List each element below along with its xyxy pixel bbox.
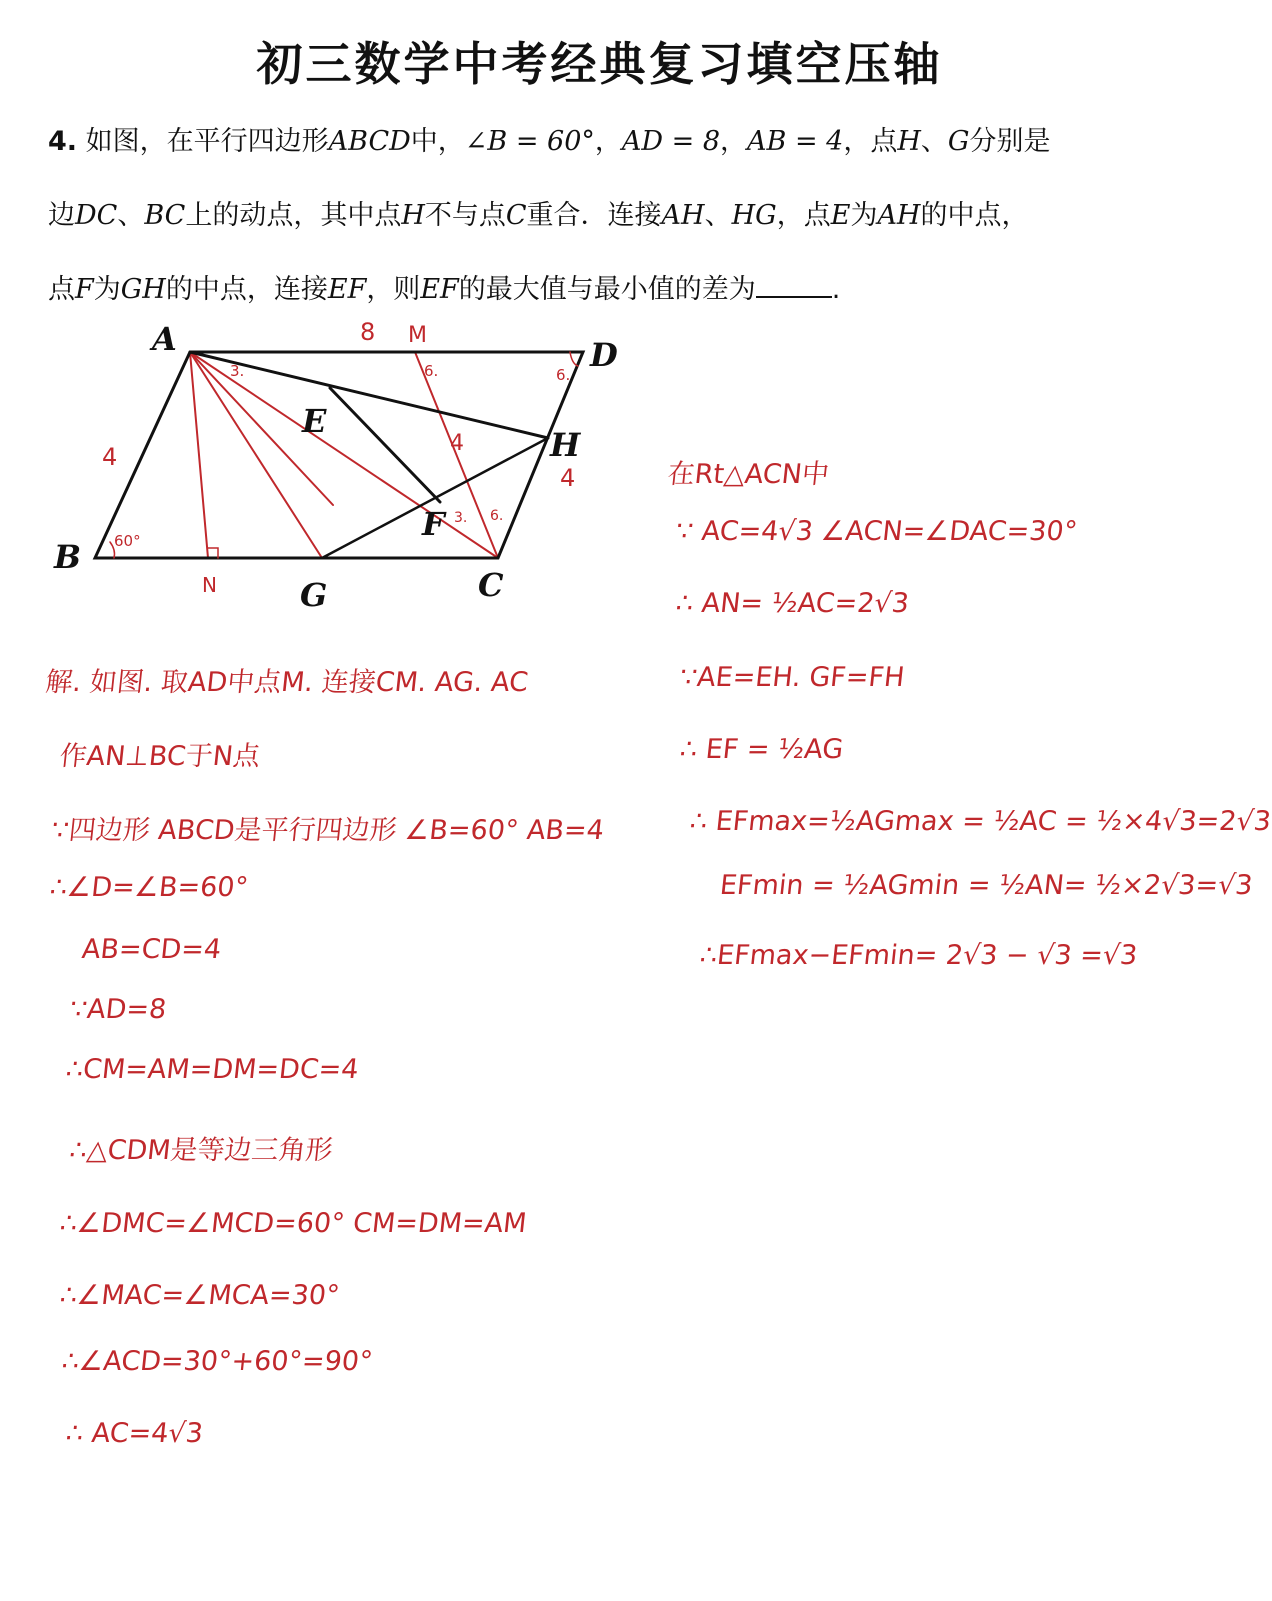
text: ，则 <box>366 274 421 305</box>
angle-d-label: 6. <box>556 366 571 384</box>
text: 的最大值与最小值的差为 <box>458 274 756 305</box>
text: ， <box>720 126 748 157</box>
text: 的中点，连接 <box>165 274 328 305</box>
math: ∠B = 60° <box>464 126 595 157</box>
solution-right-line: ∴ AN= ½AC=2√3 <box>674 588 911 619</box>
problem-number: 4. <box>48 126 78 157</box>
solution-left-line: ∴CM=AM=DM=DC=4 <box>64 1054 361 1085</box>
angle-b-label: 60° <box>114 532 141 550</box>
math: E <box>830 200 851 231</box>
angle-c2-label: 6. <box>490 508 504 524</box>
text: . <box>831 274 841 305</box>
math: ABCD <box>328 126 411 157</box>
label-f: F <box>422 505 445 543</box>
ad-length-label: 8 <box>360 318 376 346</box>
label-n: N <box>202 573 217 597</box>
text: 、 <box>920 126 948 157</box>
label-e: E <box>302 402 327 440</box>
geometry-figure <box>40 310 660 620</box>
text: 边 <box>48 200 75 231</box>
solution-left-line: ∴∠D=∠B=60° <box>48 872 250 903</box>
solution-left-line: AB=CD=4 <box>80 934 223 965</box>
solution-left-line: ∵AD=8 <box>68 994 168 1025</box>
solution-left-line: 解. 如图. 取AD中点M. 连接CM. AG. AC <box>44 667 530 698</box>
solution-right-line: ∴ EF = ½AG <box>678 734 845 765</box>
problem-statement <box>48 105 1158 327</box>
text: 、 <box>117 200 145 231</box>
problem-line-2 <box>48 179 1158 253</box>
solution-right-line: ∴EFmax−EFmin= 2√3 − √3 =√3 <box>698 940 1139 971</box>
math: H <box>897 126 921 157</box>
text: 中， <box>410 126 465 157</box>
label-h: H <box>550 426 581 464</box>
math: AH <box>877 200 921 231</box>
solution-left-line: ∴∠DMC=∠MCD=60° CM=DM=AM <box>58 1208 529 1239</box>
text: 重合．连接 <box>526 200 662 231</box>
text: 上的动点，其中点 <box>185 200 402 231</box>
solution-left-line: ∴∠ACD=30°+60°=90° <box>60 1346 375 1377</box>
math: G <box>947 126 970 157</box>
text: 分别是 <box>969 126 1051 157</box>
mc-length-label: 4 <box>450 431 464 456</box>
math: AB = 4 <box>747 126 844 157</box>
math: H <box>401 200 425 231</box>
solution-left-line: 作AN⊥BC于N点 <box>58 741 262 772</box>
text: ， <box>594 126 622 157</box>
text: 为 <box>850 200 878 231</box>
solution-right-line: ∵AE=EH. GF=FH <box>678 662 906 693</box>
dc-length-label: 4 <box>560 464 576 492</box>
text: 的中点， <box>920 200 1029 231</box>
angle-m-label: 6. <box>424 362 439 380</box>
math: F <box>75 274 94 305</box>
text: ，点 <box>776 200 831 231</box>
line-ag <box>190 352 322 558</box>
label-g: G <box>300 576 328 614</box>
label-m: M <box>408 323 427 348</box>
solution-left-line: ∵四边形 ABCD是平行四边形 ∠B=60° AB=4 <box>50 815 606 846</box>
solution-right-line: ∵ AC=4√3 ∠ACN=∠DAC=30° <box>674 516 1079 547</box>
page-title: 初三数学中考经典复习填空压轴 <box>256 37 943 91</box>
text: 不与点 <box>424 200 506 231</box>
solution-right-line: 在Rt△ACN中 <box>666 459 831 490</box>
solution-right-line: ∴ EFmax=½AGmax = ½AC = ½×4√3=2√3 <box>688 806 1272 837</box>
solution-left-line: ∴∠MAC=∠MCA=30° <box>58 1280 342 1311</box>
label-c: C <box>478 566 504 604</box>
solution-left-line: ∴△CDM是等边三角形 <box>68 1135 335 1166</box>
label-d: D <box>590 336 618 374</box>
ab-length-label: 4 <box>102 443 118 471</box>
label-a: A <box>152 320 177 358</box>
math: AD = 8 <box>621 126 721 157</box>
math: DC <box>75 200 118 231</box>
line-an <box>190 352 208 558</box>
math: EF <box>327 274 367 305</box>
math: AH <box>661 200 705 231</box>
math: BC <box>144 200 186 231</box>
text: 为 <box>93 274 121 305</box>
label-b: B <box>54 538 82 576</box>
text: 点 <box>48 274 75 305</box>
problem-line-1 <box>48 105 1158 179</box>
parallelogram-abcd <box>95 352 583 558</box>
solution-right-line: EFmin = ½AGmin = ½AN= ½×2√3=√3 <box>718 870 1255 901</box>
text: 、 <box>704 200 732 231</box>
math: EF <box>420 274 459 305</box>
segment-ef <box>330 388 440 502</box>
answer-blank[interactable] <box>756 272 832 298</box>
text: ，点 <box>843 126 898 157</box>
math: C <box>505 200 527 231</box>
math: GH <box>120 274 166 305</box>
angle-c1-label: 3. <box>454 510 468 526</box>
math: HG <box>731 200 777 231</box>
solution-left-line: ∴ AC=4√3 <box>64 1418 205 1449</box>
angle-a-label: 3. <box>230 362 245 380</box>
text: 如图，在平行四边形 <box>85 126 329 157</box>
